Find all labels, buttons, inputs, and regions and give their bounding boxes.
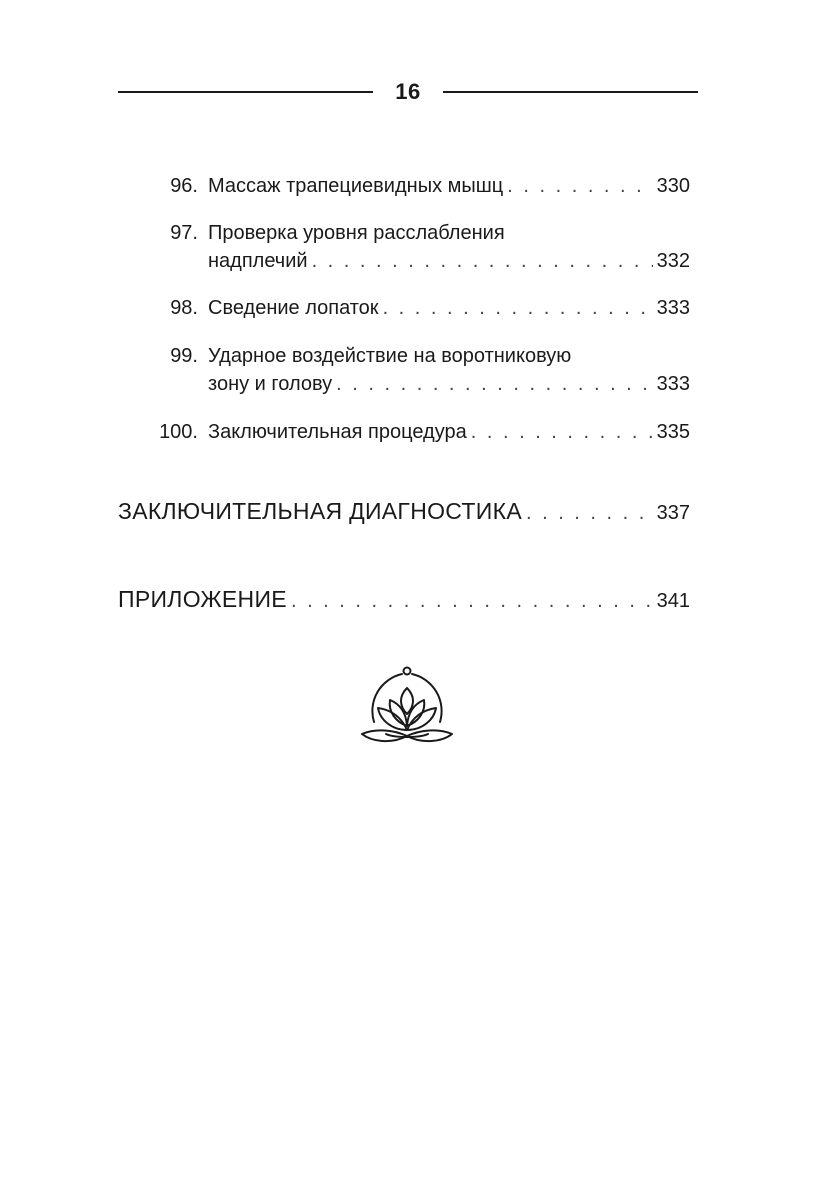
leader-dots [291,586,653,616]
section-title: ПРИЛОЖЕНИЕ [118,586,287,612]
leader-dots [526,498,653,528]
entry-number: 97. [170,222,198,244]
entry-number: 96. [170,175,198,197]
entry-title: Ударное воздействие на воротниковую [208,345,572,367]
toc-section[interactable] [118,496,690,528]
page-number: 16 [395,79,421,104]
leader-dots [507,172,652,200]
section-title: ЗАКЛЮЧИТЕЛЬНАЯ ДИАГНОСТИКА [118,498,522,524]
entry-number: 98. [170,297,198,319]
leader-dots [312,247,653,275]
entry-page: 333 [656,373,690,395]
entry-title: Массаж трапециевидных мышц [208,175,504,197]
header-rule-left [118,91,373,93]
entry-title: Сведение лопаток [208,297,379,319]
entry-page: 333 [656,297,690,319]
entry-number: 99. [170,345,198,367]
entry-page: 332 [656,250,690,272]
leader-dots [383,294,653,322]
entry-number: 100. [159,421,198,443]
entry-title-continued: надплечий [208,250,308,272]
entry-title: Проверка уровня расслабления [208,222,505,244]
toc-section[interactable] [118,584,690,616]
header-rule-right [443,91,698,93]
section-page: 337 [656,502,690,524]
section-page: 341 [656,590,690,612]
entry-page: 335 [656,421,690,443]
entry-title-continued: зону и голову [208,373,333,395]
lotus-icon [358,664,456,748]
leader-dots [336,370,652,398]
entry-page: 330 [656,175,690,197]
page-header [118,74,698,110]
entry-title: Заключительная процедура [208,421,467,443]
leader-dots [471,418,653,446]
